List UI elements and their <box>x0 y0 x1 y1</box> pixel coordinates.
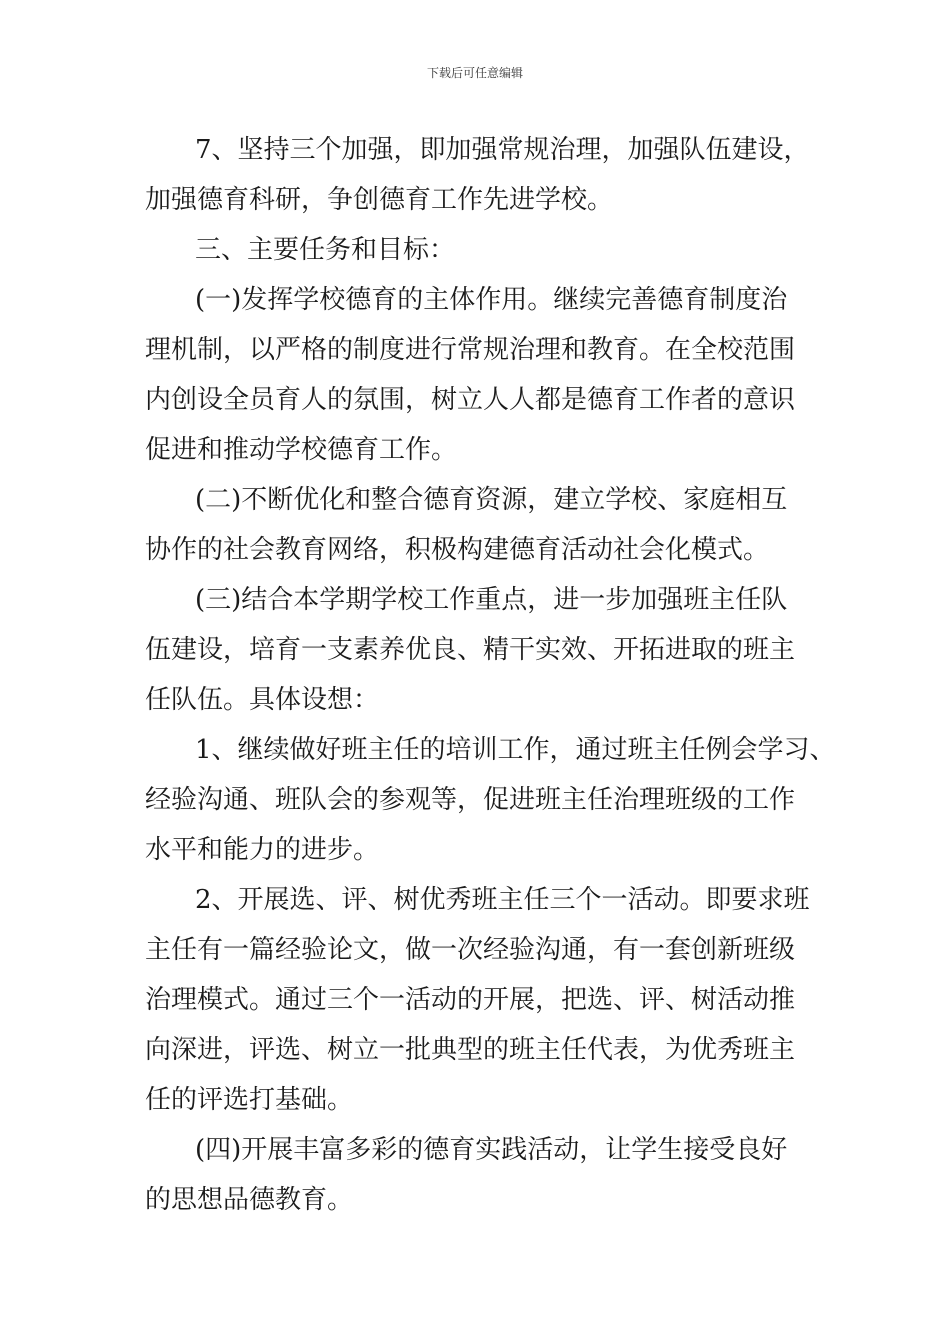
text-line: (一)发挥学校德育的主体作用。继续完善德育制度治 <box>195 285 788 315</box>
page-header: 下载后可任意编辑 <box>426 66 523 80</box>
text-line: 的思想品德教育。 <box>145 1185 354 1215</box>
text-line: 任的评选打基础。 <box>145 1085 354 1115</box>
text-line: (二)不断优化和整合德育资源，建立学校、家庭相互 <box>195 485 788 515</box>
text-line: 内创设全员育人的氛围，树立人人都是德育工作者的意识 <box>145 385 796 415</box>
text-line: (三)结合本学期学校工作重点，进一步加强班主任队 <box>195 585 788 615</box>
text-line: 伍建设，培育一支素养优良、精干实效、开拓进取的班主 <box>145 635 796 665</box>
text-line: (四)开展丰富多彩的德育实践活动，让学生接受良好 <box>195 1135 788 1165</box>
text-line: 主任有一篇经验论文，做一次经验沟通，有一套创新班级 <box>145 935 796 965</box>
text-line: 向深进，评选、树立一批典型的班主任代表，为优秀班主 <box>145 1035 796 1065</box>
text-line: 经验沟通、班队会的参观等，促进班主任治理班级的工作 <box>145 785 796 815</box>
text-line: 1、继续做好班主任的培训工作，通过班主任例会学习、 <box>195 735 836 765</box>
text-line: 7、坚持三个加强，即加强常规治理，加强队伍建设， <box>195 135 810 165</box>
section-heading: 三、主要任务和目标： <box>195 235 456 265</box>
text-line: 促进和推动学校德育工作。 <box>145 435 458 465</box>
text-line: 任队伍。具体设想： <box>145 685 380 715</box>
text-line: 水平和能力的进步。 <box>145 835 380 865</box>
text-line: 理机制，以严格的制度进行常规治理和教育。在全校范围 <box>145 335 796 365</box>
text-line: 协作的社会教育网络，积极构建德育活动社会化模式。 <box>145 535 770 565</box>
text-line: 2、开展选、评、树优秀班主任三个一活动。即要求班 <box>195 885 810 915</box>
text-line: 加强德育科研，争创德育工作先进学校。 <box>145 185 614 215</box>
text-line: 治理模式。通过三个一活动的开展，把选、评、树活动推 <box>145 985 796 1015</box>
